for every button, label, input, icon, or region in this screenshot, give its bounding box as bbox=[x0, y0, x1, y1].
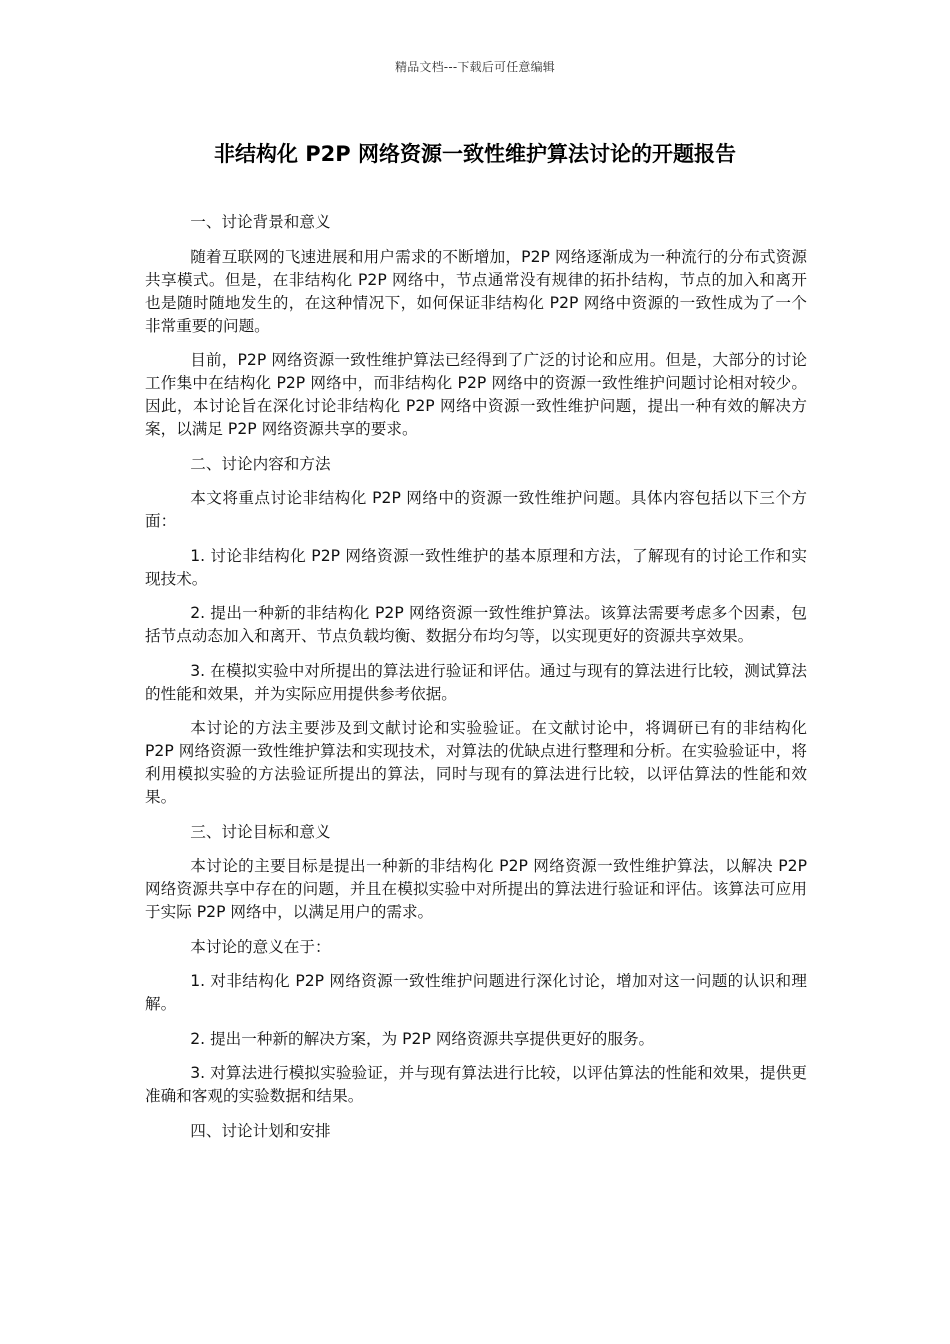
paragraph: 目前，P2P 网络资源一致性维护算法已经得到了广泛的讨论和应用。但是，大部分的讨论工作集中在结构化 P2P 网络中，而非结构化 P2P 网络中的资源一致性维护问题讨论相对较少。因此，本讨论旨在深化讨论非结构化 P2P 网络中资源一致性维护问题，提出一种有效的解决方案，以满足 P2P 网络资源共享的要求。 bbox=[145, 351, 807, 438]
list-item: 3. 在模拟实验中对所提出的算法进行验证和评估。通过与现有的算法进行比较，测试算法的性能和效果，并为实际应用提供参考依据。 bbox=[145, 661, 807, 703]
document-body bbox=[145, 211, 807, 1154]
page-header: 精品文档---下载后可任意编辑 bbox=[395, 60, 555, 74]
list-item: 2. 提出一种新的解决方案，为 P2P 网络资源共享提供更好的服务。 bbox=[190, 1029, 655, 1048]
paragraph: 本讨论的主要目标是提出一种新的非结构化 P2P 网络资源一致性维护算法，以解决 P2P 网络资源共享中存在的问题，并且在模拟实验中对所提出的算法进行验证和评估。该算法可应用于实际 P2P 网络中，以满足用户的需求。 bbox=[145, 857, 807, 921]
section-heading: 一、讨论背景和意义 bbox=[190, 213, 331, 231]
paragraph: 本文将重点讨论非结构化 P2P 网络中的资源一致性维护问题。具体内容包括以下三个方面： bbox=[145, 489, 807, 530]
list-item: 1. 讨论非结构化 P2P 网络资源一致性维护的基本原理和方法，了解现有的讨论工作和实现技术。 bbox=[145, 546, 807, 588]
list-item: 1. 对非结构化 P2P 网络资源一致性维护问题进行深化讨论，增加对这一问题的认识和理解。 bbox=[145, 972, 807, 1013]
paragraph: 本讨论的方法主要涉及到文献讨论和实验验证。在文献讨论中，将调研已有的非结构化 P2P 网络资源一致性维护算法和实现技术，对算法的优缺点进行整理和分析。在实验验证中，将利用模拟实验的方法验证所提出的算法，同时与现有的算法进行比较，以评估算法的性能和效果。 bbox=[145, 719, 807, 806]
section-heading: 二、讨论内容和方法 bbox=[190, 454, 331, 473]
paragraph: 本讨论的意义在于： bbox=[190, 937, 331, 956]
list-item: 3. 对算法进行模拟实验验证，并与现有算法进行比较，以评估算法的性能和效果，提供更准确和客观的实验数据和结果。 bbox=[145, 1064, 807, 1105]
section-heading: 三、讨论目标和意义 bbox=[190, 822, 331, 841]
document-title: 非结构化 P2P 网络资源一致性维护算法讨论的开题报告 bbox=[213, 142, 736, 166]
section-heading: 四、讨论计划和安排 bbox=[190, 1121, 331, 1140]
paragraph: 随着互联网的飞速进展和用户需求的不断增加，P2P 网络逐渐成为一种流行的分布式资源共享模式。但是，在非结构化 P2P 网络中，节点通常没有规律的拓扑结构，节点的加入和离开也是随时随地发生的，在这种情况下，如何保证非结构化 P2P 网络中资源的一致性成为了一个非常重要的问题。 bbox=[145, 247, 807, 335]
list-item: 2. 提出一种新的非结构化 P2P 网络资源一致性维护算法。该算法需要考虑多个因素，包括节点动态加入和离开、节点负载均衡、数据分布均匀等，以实现更好的资源共享效果。 bbox=[145, 604, 807, 645]
